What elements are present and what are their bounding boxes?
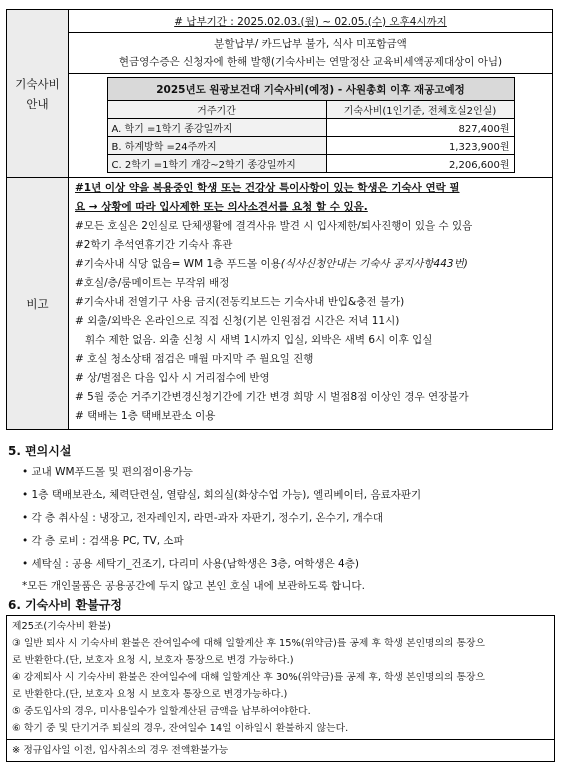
remarks-parcel: # 택배는 1층 택배보관소 이용: [75, 410, 216, 422]
remarks-cell: [69, 178, 553, 430]
remarks-outing-2: 휘수 제한 없음. 외출 신청 시 새벽 1시까지 입실, 외박은 새벽 6시 이후 입실: [75, 334, 433, 346]
remarks-outing-1: # 외출/외박은 온라인으로 직접 신청(기본 인원점검 시간은 저녁 11시): [75, 315, 400, 327]
payment-period-cell: [69, 10, 553, 33]
fee-table-title: 2025년도 원광보건대 기숙사비(예정) - 사원총회 이후 재공고예정: [107, 78, 514, 101]
payment-note-2: 현금영수증은 신청자에 한해 발행(기숙사비는 연말정산 교육비세액공제대상이 아님): [118, 56, 503, 68]
remarks-meal: [69, 255, 552, 274]
info-row-label: [7, 10, 69, 178]
fee-row-amount: 1,323,900원: [326, 137, 514, 155]
remarks-bold-2: 요 → 상황에 따라 입사제한 또는 의사소견서를 요청 할 수 있음.: [75, 201, 368, 213]
refund-rule-line: 로 반환한다.(단, 보호자 요청 시, 보호자 통장으로 변경 가능하다.): [12, 655, 294, 666]
remarks-meal-text: #기숙사내 식당 없음= WM 1층 푸드몰 이용: [75, 258, 281, 270]
refund-rule-line: 제25조(기숙사비 환불): [12, 621, 111, 632]
payment-period: # 납부기간 : 2025.02.03.(월) ~ 02.05.(수) 오후4시까지: [174, 15, 447, 28]
payment-note-1: 분할납부/ 카드납부 불가, 식사 미포함금액: [214, 38, 407, 50]
payment-notes-cell: [69, 33, 553, 74]
refund-footer: ※ 정규입사일 이전, 입사취소의 경우 전액환불가능: [7, 739, 554, 761]
fee-row: [107, 137, 514, 155]
refund-rule-line: 로 반환한다.(단, 보호자 요청 시 보호자 통장으로 변경가능하다.): [12, 689, 288, 700]
facility-note: *모든 개인물품은 공용공간에 두지 않고 본인 호실 내에 보관하도록 합니다.: [22, 580, 365, 592]
info-label: 기숙사비 안내: [15, 76, 60, 111]
fee-row: [107, 155, 514, 173]
refund-rule-line: ⑥ 학기 중 및 단기거주 퇴실의 경우, 잔여일수 14일 이하일시 환불하지 않는다.: [12, 723, 349, 734]
fee-table: [107, 77, 515, 173]
remarks-clean: # 호실 청소상태 점검은 매월 마지막 주 월요일 진행: [75, 353, 314, 365]
fee-row-period: C. 2학기 =1학기 개강~2학기 종강일까지: [107, 155, 326, 173]
remarks-label: 비고: [7, 178, 69, 430]
section6-title: 6. 기숙사비 환불규정: [8, 598, 123, 612]
refund-rules-box: [6, 615, 555, 762]
facility-item: • 각 층 취사실 : 냉장고, 전자레인지, 라면-과자 자판기, 정수기, 온수기, 개수대: [22, 512, 384, 524]
remarks-room: #모든 호실은 2인실로 단체생활에 결격사유 발견 시 입사제한/퇴사진행이 있을 수 있음: [75, 220, 473, 232]
remarks-random: #호실/층/룸메이트는 무작위 배정: [75, 277, 230, 289]
fee-table-cell: [69, 74, 553, 178]
facility-item: • 세탁실 : 공용 세탁기_건조기, 다리미 사용(남학생은 3층, 여학생은 4층): [22, 558, 359, 570]
facility-item: • 각 층 로비 : 검색용 PC, TV, 소파: [22, 535, 184, 547]
refund-rule-line: ⑤ 중도입사의 경우, 미사용일수가 일할계산된 금액을 납부하여야한다.: [12, 706, 311, 717]
remarks-points: # 상/벌점은 다음 입사 시 거리점수에 반영: [75, 372, 270, 384]
fee-row: [107, 119, 514, 137]
refund-rules-body: [7, 616, 554, 739]
facility-item: • 1층 택배보관소, 체력단련실, 열람실, 회의실(화상수업 가능), 엘리베이터, 음료자판기: [22, 489, 422, 501]
fee-col-period: 거주기간: [107, 101, 326, 119]
refund-rule-line: ③ 일반 퇴사 시 기숙사비 환불은 잔여일수에 대해 일할계산 후 15%(위약금)를 공제 후 학생 본인명의의 통장으: [12, 638, 485, 649]
remarks-chuseok: #2학기 추석연휴기간 기숙사 휴관: [75, 239, 233, 251]
remarks-meal-note: (식사신청안내는 기숙사 공지사항443번): [280, 258, 468, 270]
section5-title: 5. 편의시설: [8, 444, 72, 458]
fee-row-period: A. 학기 =1학기 종강일까지: [107, 119, 326, 137]
fee-row-period: B. 하계방학 =24주까지: [107, 137, 326, 155]
refund-rule-line: ④ 강제퇴사 시 기숙사비 환불은 잔여일수에 대해 일할계산 후 30%(위약금)를 공제 후, 학생 본인명의의 통장으: [12, 672, 485, 683]
facility-item: • 교내 WM푸드몰 및 편의점이용가능: [22, 466, 193, 478]
fee-row-amount: 2,206,600원: [326, 155, 514, 173]
remarks-appliance: #기숙사내 전열기구 사용 금지(전동킥보드는 기숙사내 반입&충전 불가): [75, 296, 405, 308]
fee-row-amount: 827,400원: [326, 119, 514, 137]
fee-col-fee: 기숙사비(1인기준, 전체호실2인실): [326, 101, 514, 119]
remarks-may: # 5월 중순 거주기간변경신청기간에 기간 변경 희망 시 벌점8점 이상인 경우 연장불가: [75, 391, 469, 403]
remarks-bold-1: #1년 이상 약을 복용중인 학생 또는 건강상 특이사항이 있는 학생은 기숙사 연락 필: [75, 182, 460, 194]
dormitory-info-table: [6, 9, 553, 430]
